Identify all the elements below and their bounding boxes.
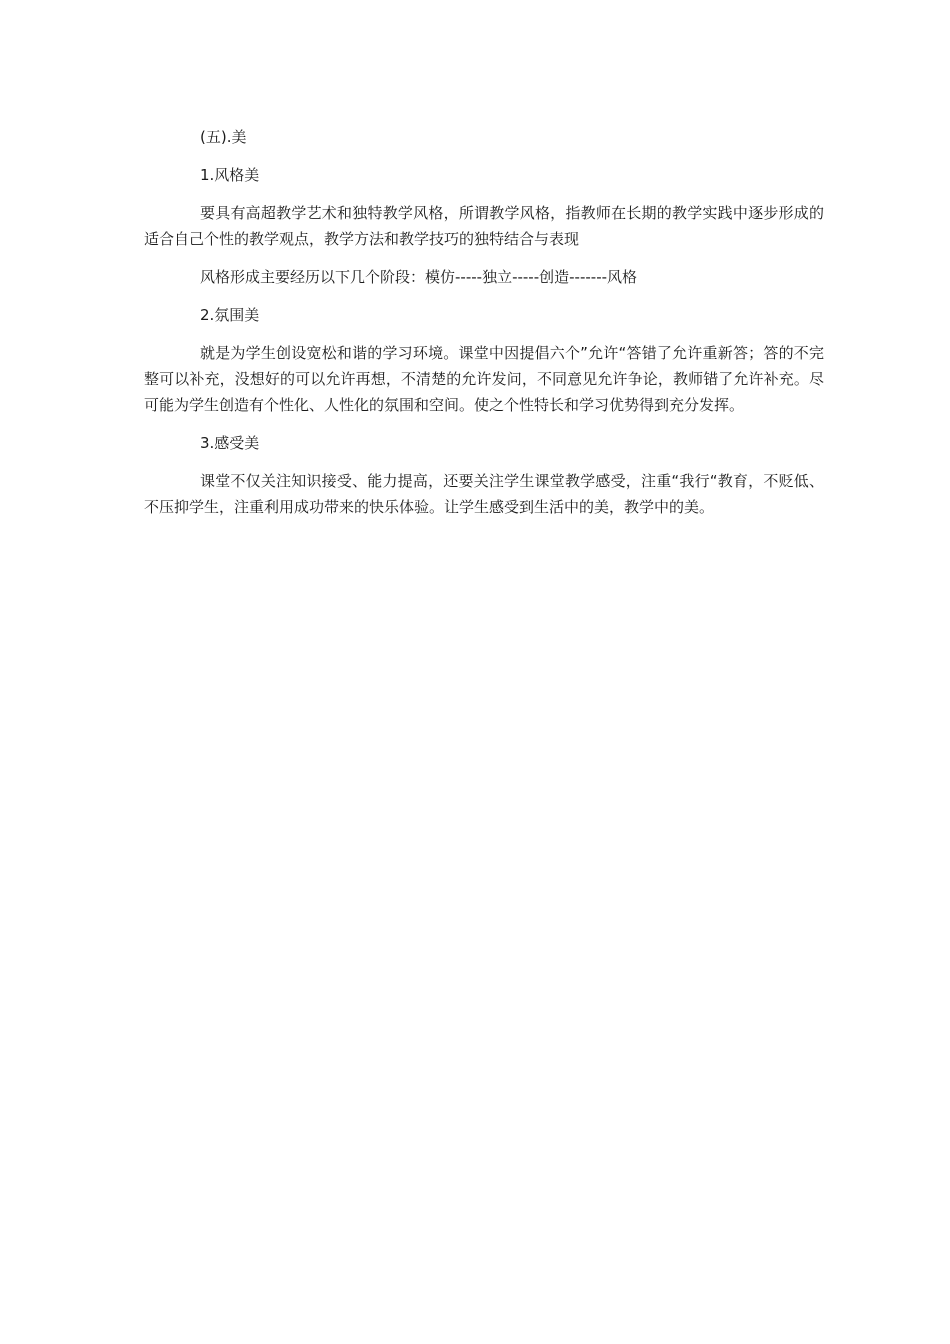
item-heading-feeling: 3.感受美 bbox=[200, 434, 260, 452]
paragraph-atmosphere: 就是为学生创设宽松和谐的学习环境。课堂中因提倡六个”允许“答错了允许重新答；答的不完整可以补充，没想好的可以允许再想，不清楚的允许发问，不同意见允许争论，教师错了允许补充。尽可能为学生创造有个性化、人性化的氛围和空间。使之个性特长和学习优势得到充分发挥。 bbox=[144, 344, 824, 414]
paragraph-style-stages: 风格形成主要经历以下几个阶段：模仿-----独立-----创造-------风格 bbox=[200, 268, 638, 286]
item-heading-atmosphere: 2.氛围美 bbox=[200, 306, 260, 324]
document-body bbox=[144, 124, 824, 520]
paragraph-feeling: 课堂不仅关注知识接受、能力提高，还要关注学生课堂教学感受，注重“我行“教育，不贬低、不压抑学生，注重利用成功带来的快乐体验。让学生感受到生活中的美，教学中的美。 bbox=[144, 472, 824, 516]
item-heading-style: 1.风格美 bbox=[200, 166, 260, 184]
paragraph-style-definition: 要具有高超教学艺术和独特教学风格，所谓教学风格，指教师在长期的教学实践中逐步形成的适合自己个性的教学观点，教学方法和教学技巧的独特结合与表现 bbox=[144, 204, 824, 248]
section-heading: (五).美 bbox=[200, 128, 247, 146]
